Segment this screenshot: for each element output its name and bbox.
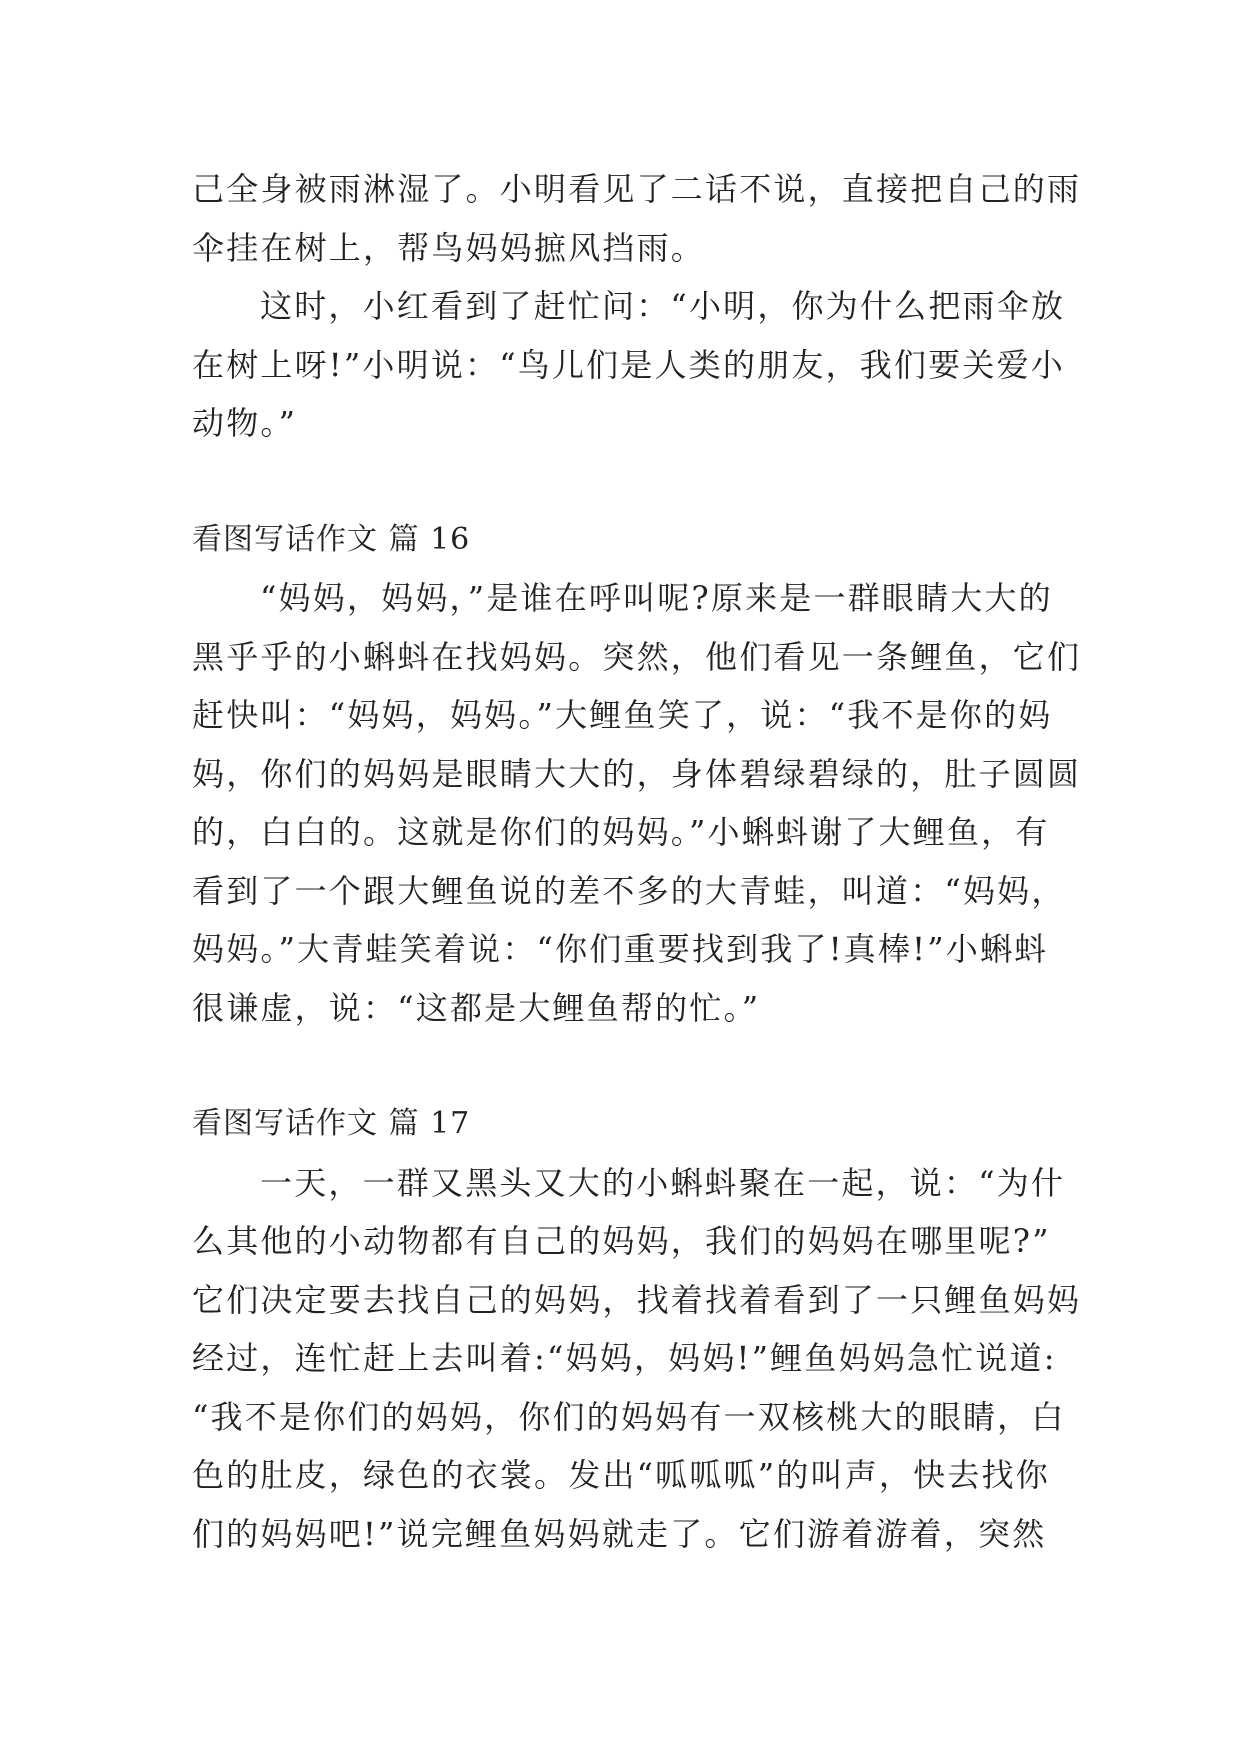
paragraph-line: 赶快叫：“妈妈，妈妈。”大鲤鱼笑了，说：“我不是你的妈: [192, 696, 1053, 734]
paragraph-line: 这时，小红看到了赶忙问：“小明，你为什么把雨伞放: [260, 287, 1066, 325]
section-15-continuation: [192, 160, 1082, 453]
section-gap: [192, 453, 1052, 511]
paragraph-line: 看到了一个跟大鲤鱼说的差不多的大青蛙，叫道：“妈妈，: [192, 871, 1066, 910]
paragraph-line: 们的妈妈吧!”说完鲤鱼妈妈就走了。它们游着游着，突然: [192, 1514, 1047, 1553]
paragraph-line: 妈妈。”大青蛙笑着说：“你们重要找到我了!真棒!”小蝌蚪: [192, 930, 1049, 968]
paragraph-line: 妈，你们的妈妈是眼睛大大的，身体碧绿碧绿的，肚子圆圆: [192, 754, 1082, 793]
paragraph-line: 色的肚皮，绿色的衣裳。发出“呱呱呱”的叫声，快去找你: [192, 1456, 1050, 1494]
paragraph-line: 己全身被雨淋湿了。小明看见了二话不说，直接把自己的雨: [192, 170, 1082, 208]
paragraph-line: 黑乎乎的小蝌蚪在找妈妈。突然，他们看见一条鲤鱼，它们: [192, 637, 1082, 676]
paragraph-line: 么其他的小动物都有自己的妈妈，我们的妈妈在哪里呢?”: [192, 1222, 1051, 1260]
paragraph-line: 很谦虚，说：“这都是大鲤鱼帮的忙。”: [192, 988, 761, 1027]
paragraph-line: “我不是你们的妈妈，你们的妈妈有一双核桃大的眼睛，白: [192, 1397, 1066, 1436]
paragraph-line: 伞挂在树上，帮鸟妈妈摭风挡雨。: [192, 228, 706, 267]
paragraph-line: 动物。”: [192, 404, 298, 442]
paragraph-line: 一天，一群又黑头又大的小蝌蚪聚在一起，说：“为什: [260, 1163, 1066, 1202]
paragraph-line: 它们决定要去找自己的妈妈，找着找着看到了一只鲤鱼妈妈: [192, 1280, 1082, 1319]
section-16: [192, 511, 1082, 1038]
paragraph-line: 的，白白的。这就是你们的妈妈。”小蝌蚪谢了大鲤鱼，有: [192, 813, 1050, 851]
section-17: [192, 1095, 1082, 1563]
section-title: 看图写话作文 篇 16: [192, 521, 471, 557]
section-gap: [192, 1037, 1052, 1095]
document-body: [192, 160, 1082, 1563]
paragraph-line: “妈妈，妈妈，”是谁在呼叫呢?原来是一群眼睛大大的: [260, 579, 1053, 617]
paragraph-line: 在树上呀!”小明说：“鸟儿们是人类的朋友，我们要关爱小: [192, 345, 1065, 384]
section-title: 看图写话作文 篇 17: [192, 1106, 471, 1141]
paragraph-line: 经过，连忙赶上去叫着:“妈妈，妈妈!”鲤鱼妈妈急忙说道:: [192, 1339, 1057, 1377]
